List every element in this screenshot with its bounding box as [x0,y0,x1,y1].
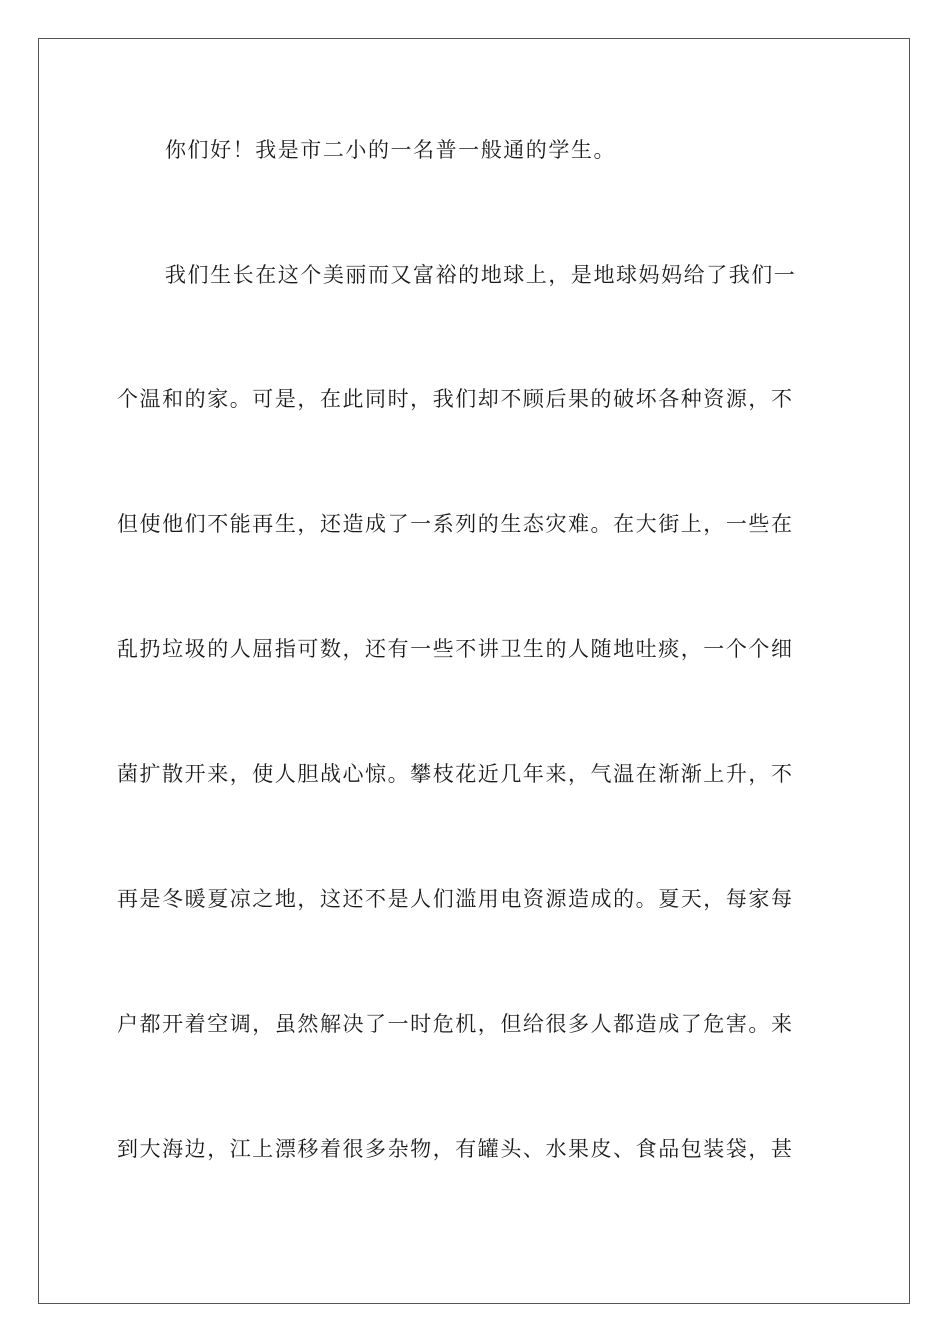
paragraph-body-line-5: 菌扩散开来，使人胆战心惊。攀枝花近几年来，气温在渐渐上升，不 [117,762,794,786]
paragraph-body-line-2: 个温和的家。可是，在此同时，我们却不顾后果的破坏各种资源，不 [117,387,794,411]
paragraph-body-line-1: 我们生长在这个美丽而又富裕的地球上，是地球妈妈给了我们一 [165,263,797,287]
paragraph-greeting-line: 你们好！我是市二小的一名普一般通的学生。 [165,138,616,162]
paragraph-body-line-4: 乱扔垃圾的人屈指可数，还有一些不讲卫生的人随地吐痰，一个个细 [117,637,794,661]
paragraph-body-line-3: 但使他们不能再生，还造成了一系列的生态灾难。在大街上，一些在 [117,512,794,536]
paragraph-body-line-7: 户都开着空调，虽然解决了一时危机，但给很多人都造成了危害。来 [117,1012,794,1036]
paragraph-body-line-8: 到大海边，江上漂移着很多杂物，有罐头、水果皮、食品包装袋，甚 [117,1137,794,1161]
paragraph-body-line-6: 再是冬暖夏凉之地，这还不是人们滥用电资源造成的。夏天，每家每 [117,887,794,911]
page-border [38,38,910,1304]
